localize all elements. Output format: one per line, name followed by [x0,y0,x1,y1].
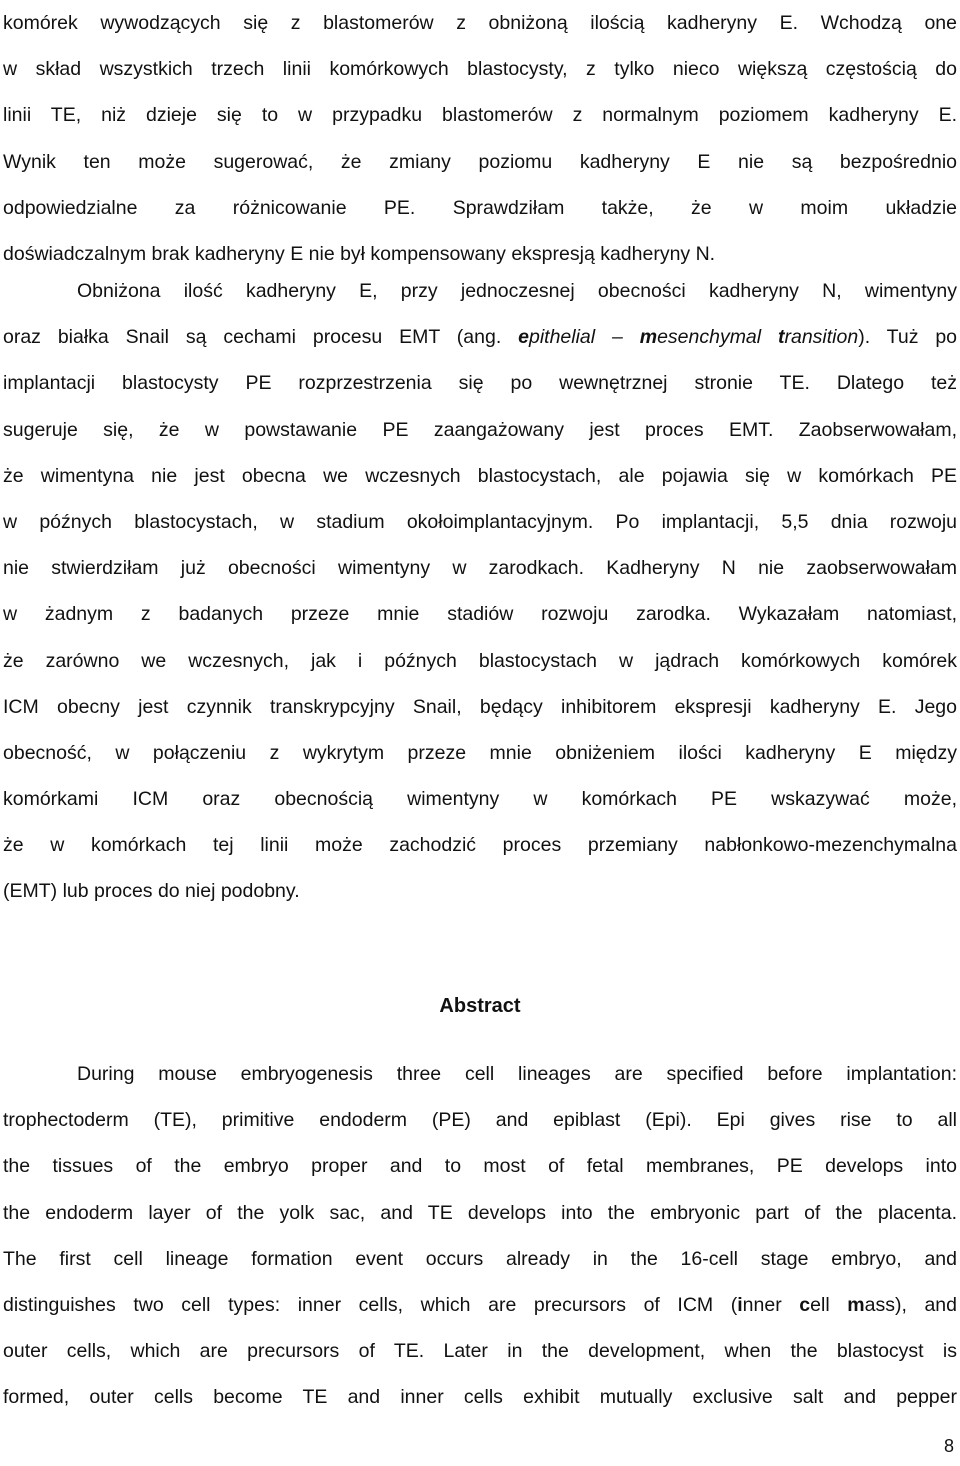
text-line: sugeruje się, że w powstawanie PE zaangażowany jest proces EMT. Zaobserwowałam, [3,418,957,441]
text-run: ). Tuż po [858,326,957,349]
text-run: ell [810,1293,848,1316]
text-line: implantacji blastocysty PE rozprzestrzenia się po wewnętrznej stronie TE. Dlatego też [3,372,957,395]
text-line: the tissues of the embryo proper and to most of fetal membranes, PE develops into [3,1155,957,1178]
page-number: 8 [943,1436,954,1456]
text-line: linii TE, niż dzieje się to w przypadku blastomerów z normalnym poziomem kadheryny E. [3,104,957,127]
text-line-emt-definition [3,314,957,360]
text-line: During mouse embryogenesis three cell lineages are specified before implantation: [77,1063,957,1085]
polish-paragraph-2 [3,268,957,915]
polish-paragraph-1 [3,0,957,277]
emphasis-letter: c [799,1293,811,1316]
text-line: outer cells, which are precursors of TE. Later in the development, when the blastocyst is [3,1340,957,1363]
text-line: trophectoderm (TE), primitive endoderm (PE) and epiblast (Epi). Epi gives rise to all [3,1109,957,1132]
text-line: ICM obecny jest czynnik transkrypcyjny Snail, będący inhibitorem ekspresji kadheryny E. Jego [3,695,957,718]
text-run: distinguishes two cell types: inner cells, which are precursors of ICM ( [3,1293,738,1316]
emphasis-letter: e [518,326,529,349]
text-line: doświadczalnym brak kadheryny E nie był kompensowany ekspresją kadheryny N. [3,242,716,265]
text-line: (EMT) lub proces do niej podobny. [3,880,300,903]
text-line: że w komórkach tej linii może zachodzić proces przemiany nabłonkowo-mezenchymalna [3,834,957,857]
emphasis-letter: t [778,326,785,349]
text-line-icm-definition [3,1282,957,1328]
text-line: Obniżona ilość kadheryny E, przy jednoczesnej obecności kadheryny N, wimentyny [77,280,957,302]
text-line: nie stwierdziłam już obecności wimentyny w zarodkach. Kadheryny N nie zaobserwowałam [3,557,957,580]
text-line: odpowiedzialne za różnicowanie PE. Sprawdziłam także, że w moim układzie [3,196,957,219]
text-line: w żadnym z badanych przeze mnie stadiów rozwoju zarodka. Wykazałam natomiast, [3,603,957,626]
italic-text: ransition [784,326,859,349]
emphasis-letter: i [737,1293,743,1316]
abstract-paragraph [3,1051,957,1421]
abstract-heading: Abstract [439,995,521,1017]
emphasis-letter: m [847,1293,865,1316]
italic-text: pithelial – [528,326,640,349]
italic-text: esenchymal [657,326,778,349]
text-line: komórek wywodzących się z blastomerów z obniżoną ilością kadheryny E. Wchodzą one [3,12,957,34]
text-run: ass), and [864,1293,957,1316]
text-line: the endoderm layer of the yolk sac, and TE develops into the embryonic part of the placenta. [3,1201,957,1224]
emphasis-letter: m [639,326,658,349]
text-line: że zarówno we wczesnych, jak i późnych blastocystach w jądrach komórkowych komórek [3,649,957,672]
text-line: Wynik ten może sugerować, że zmiany poziomu kadheryny E nie są bezpośrednio [3,150,957,173]
text-line: że wimentyna nie jest obecna we wczesnych blastocystach, ale pojawia się w komórkach PE [3,464,957,487]
text-run: oraz białka Snail są cechami procesu EMT (ang. [3,326,519,349]
text-line: w późnych blastocystach, w stadium okołoimplantacyjnym. Po implantacji, 5,5 dnia rozwoju [3,510,957,533]
text-line: komórkami ICM oraz obecnością wimentyny w komórkach PE wskazywać może, [3,788,957,811]
text-line: formed, outer cells become TE and inner cells exhibit mutually exclusive salt and pepper [3,1386,957,1409]
text-run: nner [742,1293,800,1316]
text-line: obecność, w połączeniu z wykrytym przeze mnie obniżeniem ilości kadheryny E między [3,741,957,764]
text-line: The first cell lineage formation event occurs already in the 16-cell stage embryo, and [3,1247,957,1270]
text-line: w skład wszystkich trzech linii komórkowych blastocysty, z tylko nieco większą częstością do [3,58,957,81]
